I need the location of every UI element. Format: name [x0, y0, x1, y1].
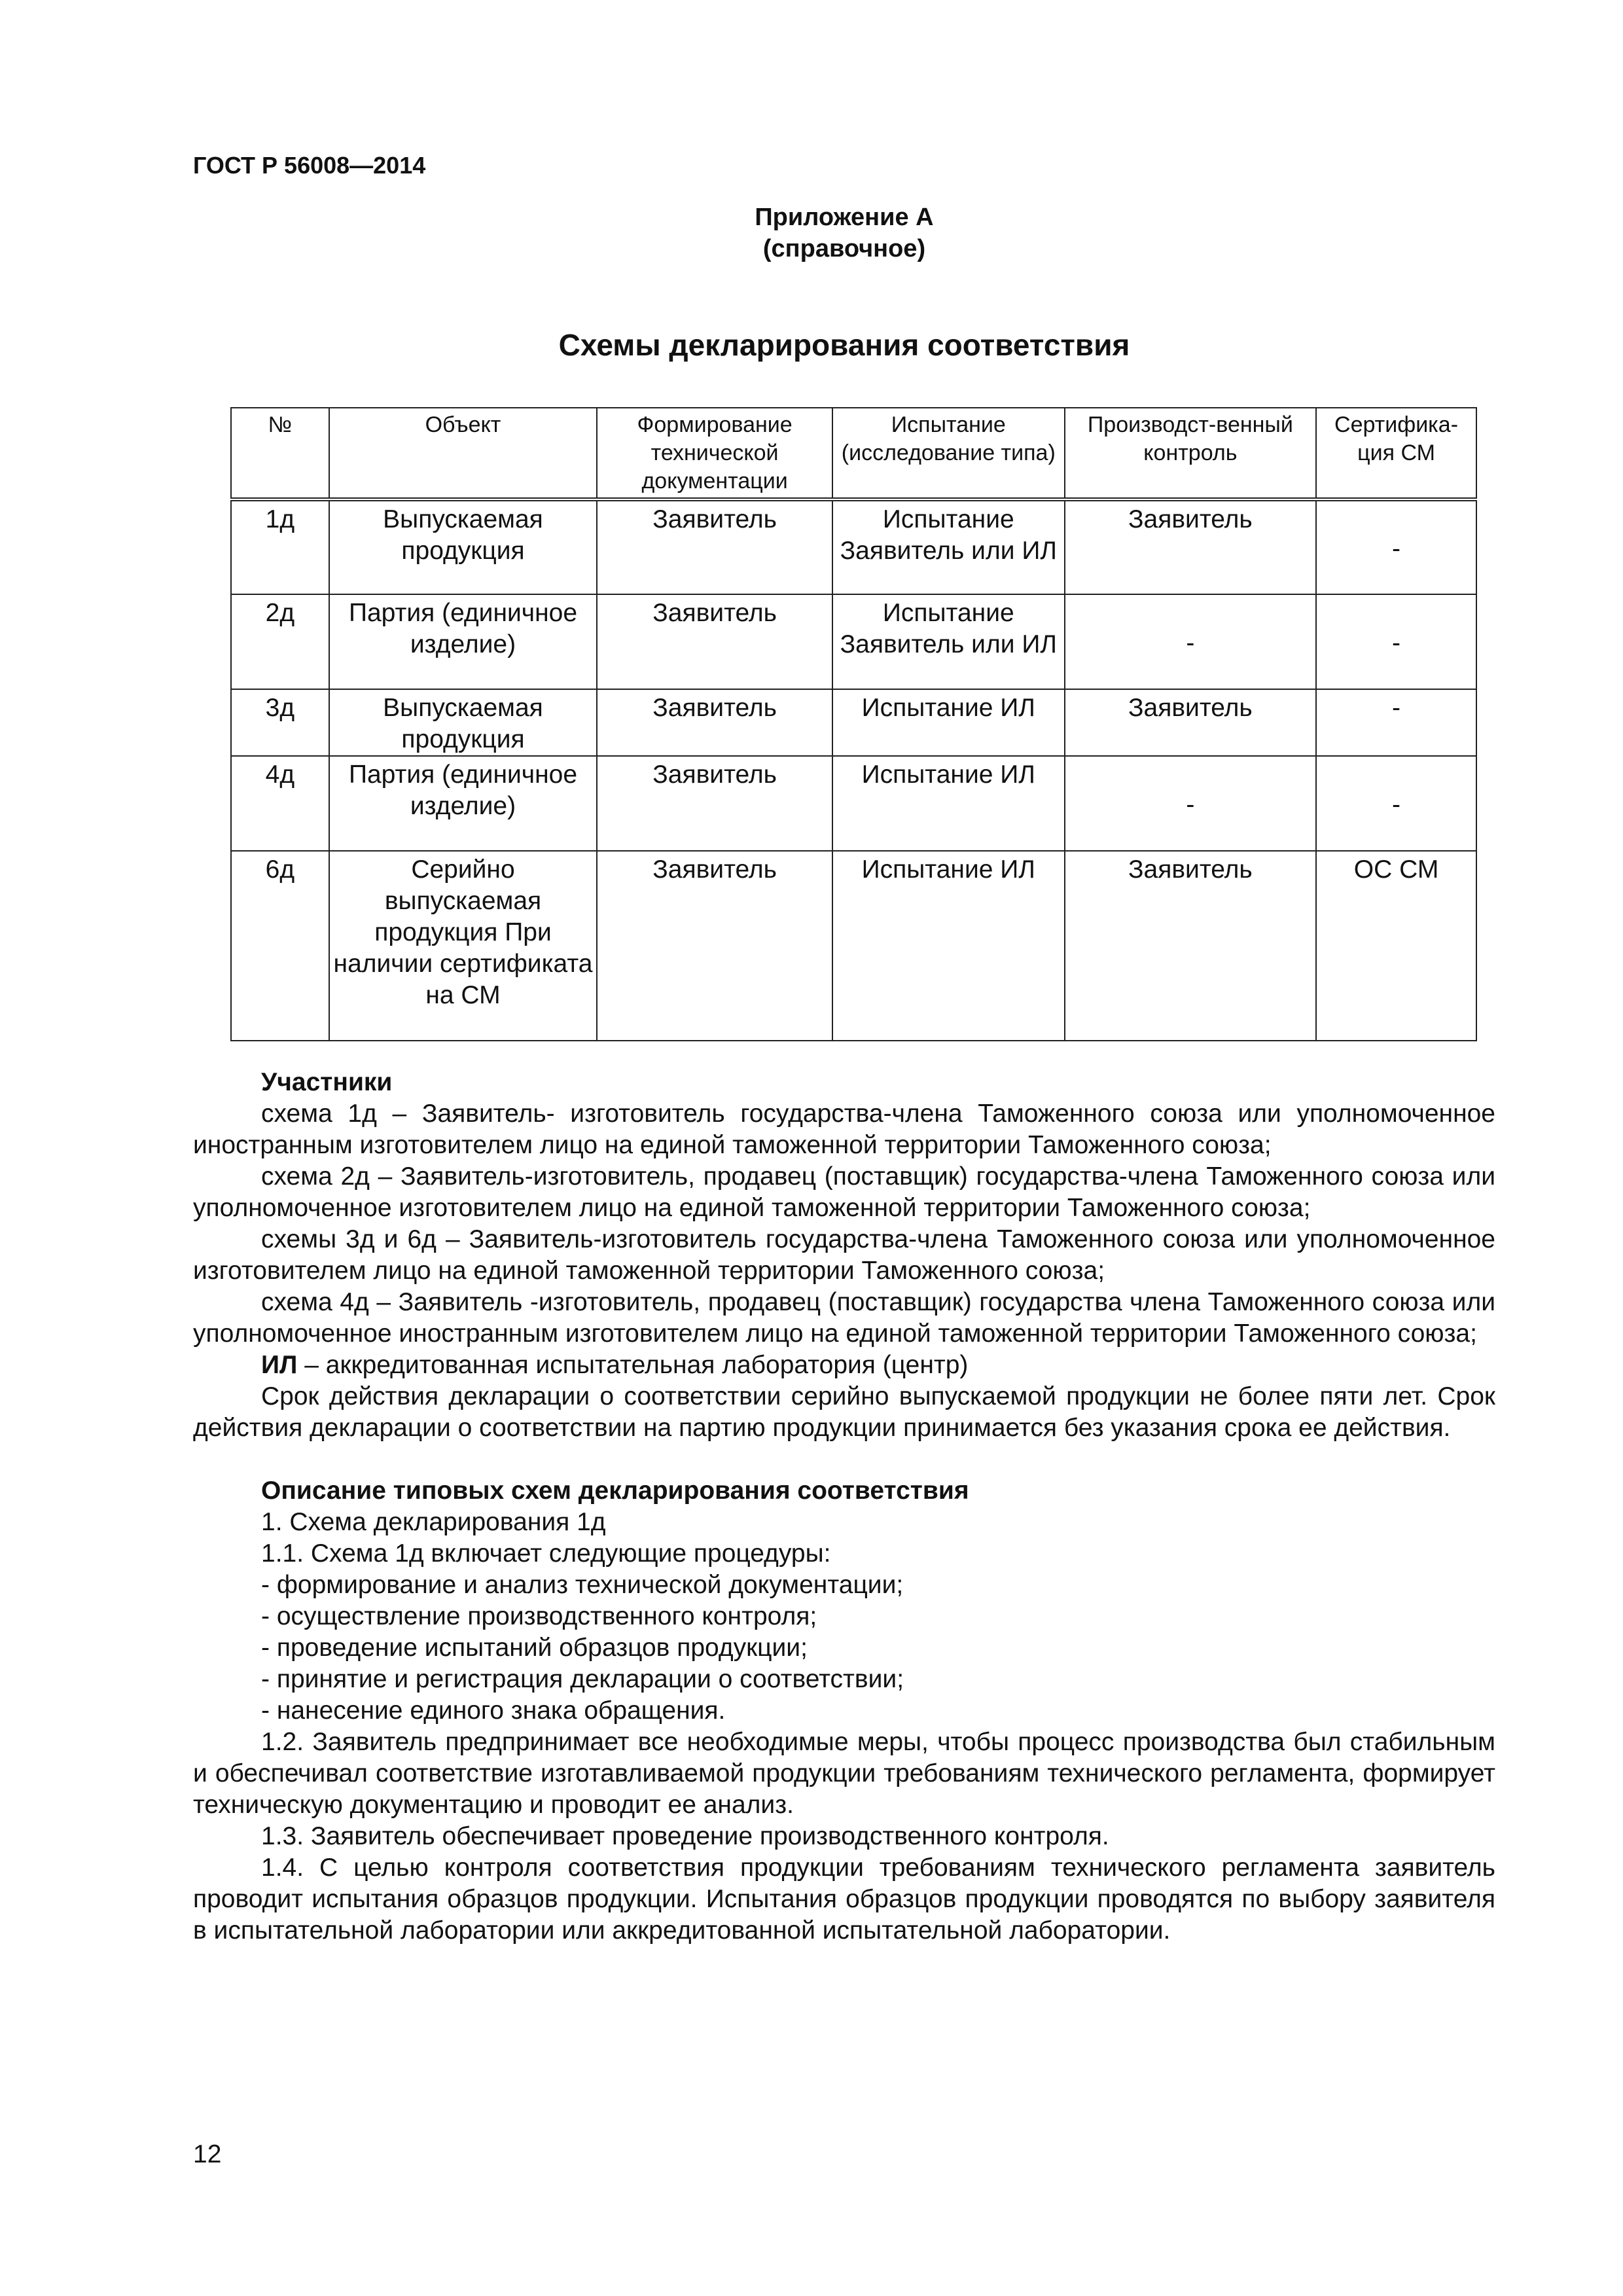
- table-row: [231, 594, 1476, 689]
- page-number: 12: [193, 2140, 222, 2168]
- il-definition: [193, 1350, 1495, 1381]
- section-1-1: 1.1. Схема 1д включает следующие процедуры:: [261, 1539, 831, 1568]
- scheme-documentation: Заявитель: [597, 851, 832, 1041]
- scheme-testing: Испытание ИЛ: [832, 689, 1065, 756]
- scheme-production-control: -: [1065, 756, 1316, 851]
- scheme-object: Партия (единичное изделие): [329, 594, 597, 689]
- procedure-item: - осуществление производственного контроля;: [261, 1602, 817, 1630]
- procedure-item: - принятие и регистрация декларации о соответствии;: [261, 1665, 904, 1693]
- scheme-documentation: Заявитель: [597, 689, 832, 756]
- scheme-documentation: Заявитель: [597, 499, 832, 594]
- scheme-object: Выпускаемая продукция: [329, 499, 597, 594]
- il-definition-text: – аккредитованная испытательная лаборатория (центр): [297, 1351, 969, 1379]
- scheme-production-control: Заявитель: [1065, 689, 1316, 756]
- scheme-production-control: -: [1065, 594, 1316, 689]
- scheme-number: 1д: [231, 499, 329, 594]
- scheme-number: 2д: [231, 594, 329, 689]
- table-row: [231, 499, 1476, 594]
- document-header: ГОСТ Р 56008—2014: [193, 152, 426, 179]
- table-header-row: [231, 408, 1476, 499]
- scheme-number: 4д: [231, 756, 329, 851]
- participant-scheme-1d: схема 1д – Заявитель- изготовитель государства-члена Таможенного союза или уполномоченное иностранным изготовителем лицо на единой таможенной территории Таможенного союза;: [193, 1100, 1495, 1159]
- scheme-certification: -: [1316, 594, 1476, 689]
- declaration-validity: Срок действия декларации о соответствии серийно выпускаемой продукции не более пяти лет. Срок действия декларации о соответствии на партию продукции принимается без указания срока ее действия.: [193, 1382, 1495, 1442]
- scheme-object: Выпускаемая продукция: [329, 689, 597, 756]
- description-heading: Описание типовых схем декларирования соответствия: [261, 1477, 969, 1505]
- scheme-testing: Испытание ИЛ: [832, 851, 1065, 1041]
- column-header-certification: Сертифика-ция СМ: [1316, 408, 1476, 499]
- column-header-number: №: [231, 408, 329, 499]
- scheme-testing: Испытание Заявитель или ИЛ: [832, 594, 1065, 689]
- column-header-documentation: Формирование технической документации: [597, 408, 832, 499]
- scheme-certification: -: [1316, 499, 1476, 594]
- table-row: [231, 689, 1476, 756]
- scheme-certification: -: [1316, 756, 1476, 851]
- page-title: Схемы декларирования соответствия: [558, 328, 1130, 362]
- participant-scheme-2d: схема 2д – Заявитель-изготовитель, продавец (поставщик) государства-члена Таможенного союза или уполномоченное изготовителем лицо на единой таможенной территории Таможенного союза;: [193, 1162, 1495, 1222]
- il-term: ИЛ: [261, 1351, 298, 1379]
- procedure-item: - проведение испытаний образцов продукции;: [261, 1634, 808, 1662]
- body-text: [193, 1067, 1495, 1946]
- column-header-object: Объект: [329, 408, 597, 499]
- scheme-object: Серийно выпускаемая продукция При наличии сертификата на СМ: [329, 851, 597, 1041]
- scheme-testing: Испытание ИЛ: [832, 756, 1065, 851]
- table-row: [231, 756, 1476, 851]
- scheme-documentation: Заявитель: [597, 594, 832, 689]
- scheme-certification: ОС СМ: [1316, 851, 1476, 1041]
- section-1-2: 1.2. Заявитель предпринимает все необходимые меры, чтобы процесс производства был стабильным и обеспечивал соответствие изготавливаемой продукции требованиям технического регламента, формирует техническую документацию и проводит ее анализ.: [193, 1728, 1495, 1819]
- column-header-testing: Испытание (исследование типа): [832, 408, 1065, 499]
- section-1-3: 1.3. Заявитель обеспечивает проведение производственного контроля.: [261, 1822, 1109, 1850]
- participant-scheme-3d-6d: схемы 3д и 6д – Заявитель-изготовитель государства-члена Таможенного союза или уполномоченное изготовителем лицо на единой таможенной территории Таможенного союза;: [193, 1225, 1495, 1285]
- section-1: 1. Схема декларирования 1д: [261, 1508, 606, 1536]
- annex-type: (справочное): [762, 235, 926, 262]
- scheme-production-control: Заявитель: [1065, 499, 1316, 594]
- schemes-table: [230, 407, 1477, 1041]
- participants-heading: Участники: [261, 1068, 393, 1096]
- scheme-object: Партия (единичное изделие): [329, 756, 597, 851]
- scheme-production-control: Заявитель: [1065, 851, 1316, 1041]
- scheme-certification: -: [1316, 689, 1476, 756]
- participant-scheme-4d: схема 4д – Заявитель -изготовитель, продавец (поставщик) государства члена Таможенного союза или уполномоченное иностранным изготовителем лицо на единой таможенной территории Таможенного союза;: [193, 1288, 1495, 1348]
- table-row: [231, 851, 1476, 1041]
- scheme-number: 3д: [231, 689, 329, 756]
- column-header-production-control: Производст-венный контроль: [1065, 408, 1316, 499]
- scheme-testing: Испытание Заявитель или ИЛ: [832, 499, 1065, 594]
- scheme-number: 6д: [231, 851, 329, 1041]
- annex-label: Приложение А: [755, 204, 934, 231]
- section-1-4: 1.4. С целью контроля соответствия продукции требованиям технического регламента заявитель проводит испытания образцов продукции. Испытания образцов продукции проводятся по выбору заявителя в испытательной лаборатории или аккредитованной испытательной лаборатории.: [193, 1854, 1495, 1945]
- annex-heading: [746, 202, 942, 264]
- procedure-item: - нанесение единого знака обращения.: [261, 1696, 726, 1725]
- scheme-documentation: Заявитель: [597, 756, 832, 851]
- procedure-item: - формирование и анализ технической документации;: [261, 1571, 904, 1599]
